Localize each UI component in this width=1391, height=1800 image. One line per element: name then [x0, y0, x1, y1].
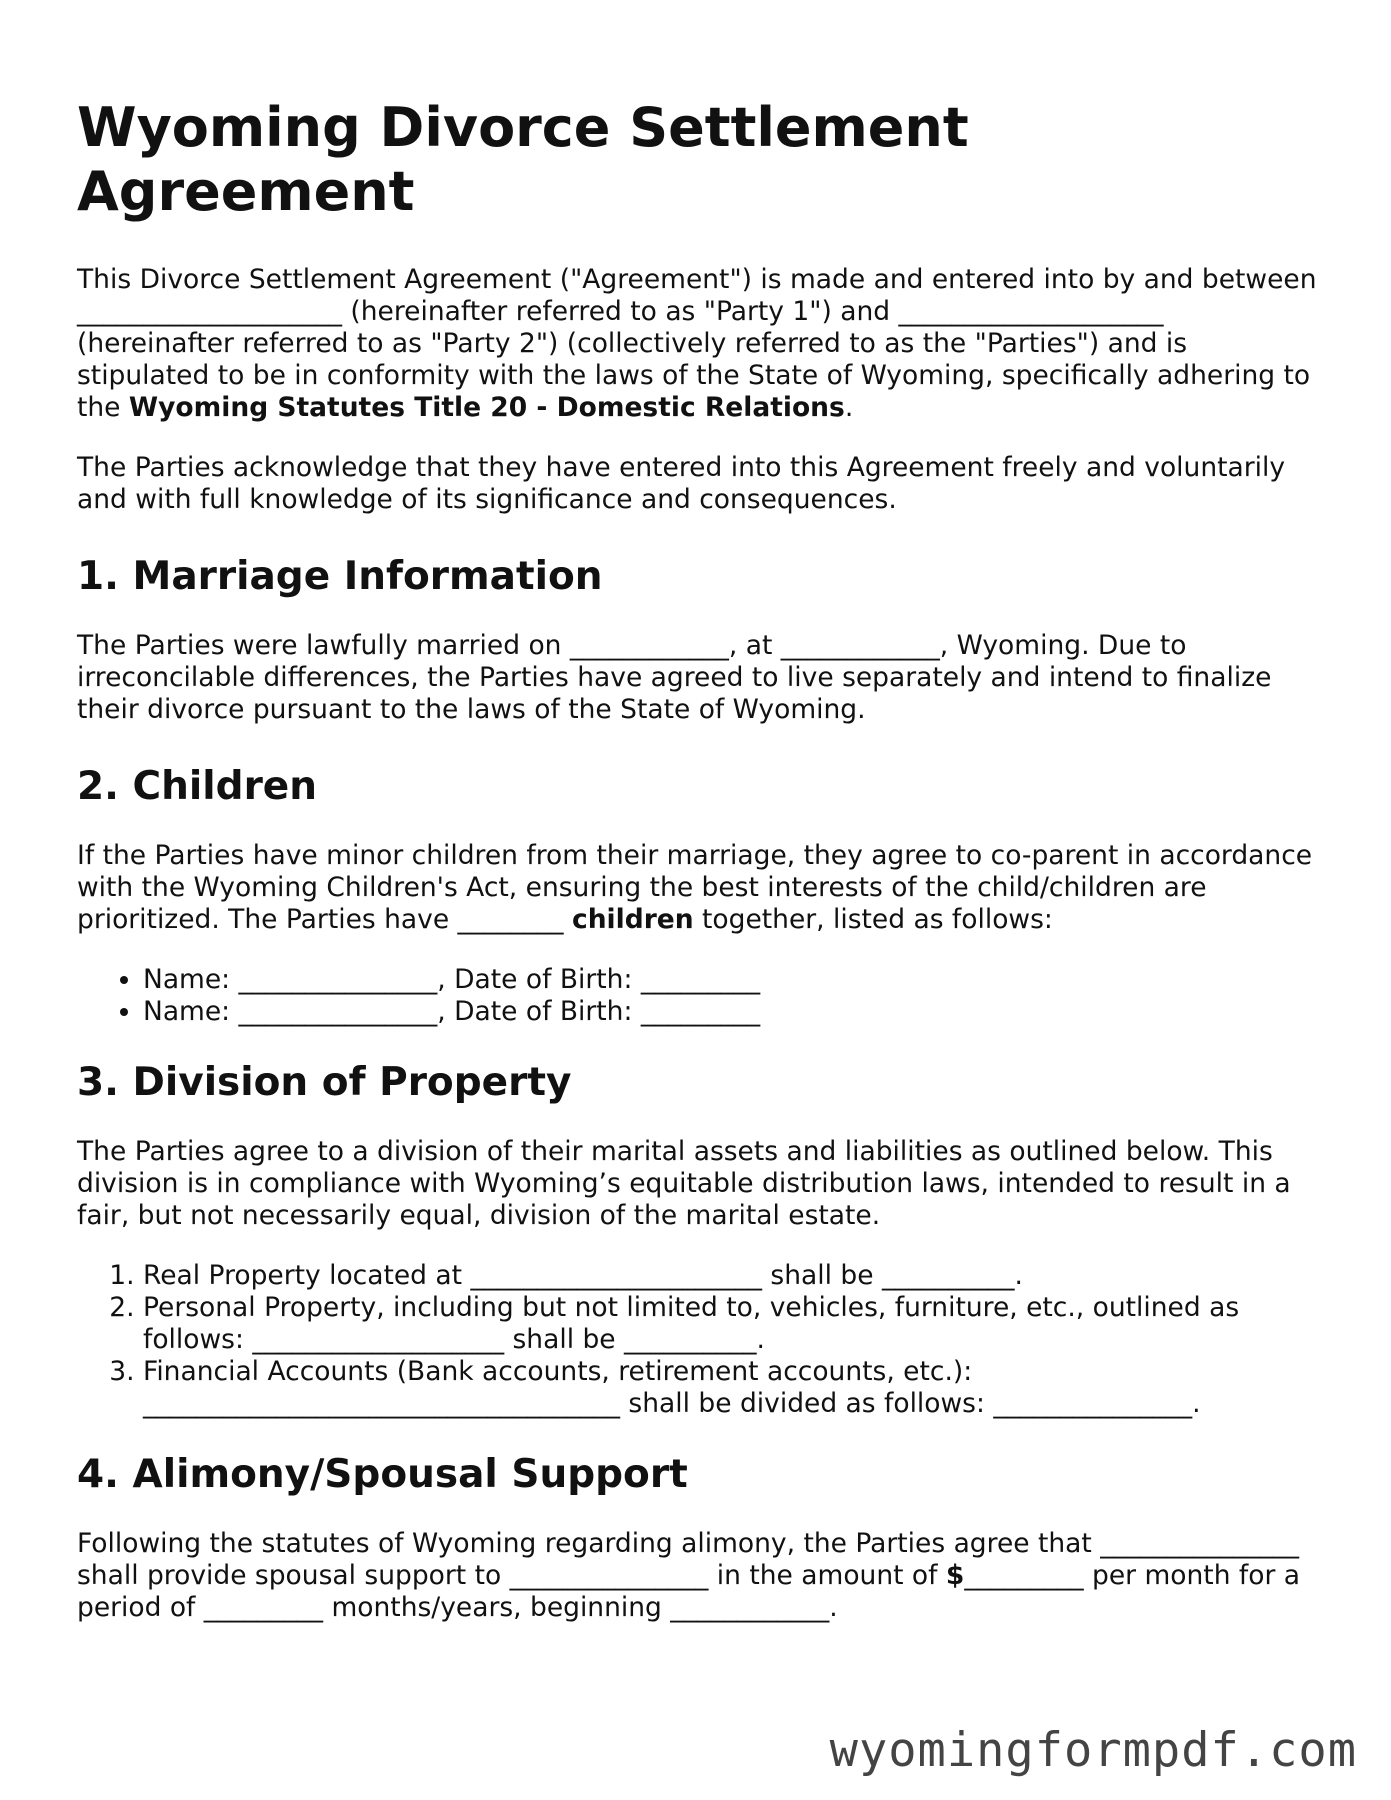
section-heading-property: 3. Division of Property — [77, 1060, 572, 1105]
intro-text: This Divorce Settlement Agreement ("Agreement") is made and entered into by and between ____________________ (hereinafter referred to as "Party 1") and ____________________ (hereinafter referred to as "Party 2") (collectively referred to as the "Parties") and is stipulated to be in conformity with the laws of the State of Wyoming, specifically adhering to the — [77, 264, 1317, 423]
children-list — [77, 964, 1322, 1028]
intro-paragraph — [77, 264, 1322, 424]
children-paragraph — [77, 840, 1322, 936]
children-text-end: together, listed as follows: — [693, 904, 1053, 935]
list-item: 2. Personal Property, including but not limited to, vehicles, furniture, etc., outlined as follows: ___________________ shall be __________. — [143, 1292, 1322, 1356]
acknowledgement-paragraph: The Parties acknowledge that they have entered into this Agreement freely and voluntarily and with full knowledge of its significance and consequences. — [77, 452, 1286, 515]
watermark: wyomingformpdf.com — [829, 1723, 1357, 1778]
statute-reference: Wyoming Statutes Title 20 - Domestic Relations — [128, 392, 845, 423]
alimony-text-end: _________ per month for a period of _________ months/years, beginning ____________. — [77, 1560, 1301, 1623]
marriage-paragraph: The Parties were lawfully married on ____________, at ____________, Wyoming. Due to irreconcilable differences, the Parties have agreed to live separately and intend to finalize their divorce pursuant to the laws of the State of Wyoming. — [77, 630, 1272, 725]
list-item: • Name: _______________, Date of Birth: _________ — [143, 996, 1322, 1028]
document-title: Wyoming Divorce Settlement Agreement — [77, 96, 969, 223]
alimony-paragraph — [77, 1528, 1322, 1624]
section-heading-children: 2. Children — [77, 764, 318, 809]
dollar-sign: $ — [945, 1560, 965, 1591]
section-heading-marriage: 1. Marriage Information — [77, 554, 603, 599]
section-heading-alimony: 4. Alimony/Spousal Support — [77, 1452, 688, 1497]
document-page — [77, 96, 1322, 1652]
alimony-text: Following the statutes of Wyoming regarding alimony, the Parties agree that _______________ shall provide spousal support to _______________ in the amount of — [77, 1528, 1299, 1591]
property-list — [77, 1260, 1322, 1420]
intro-period: . — [844, 392, 854, 423]
list-item: 1. Real Property located at ______________________ shall be __________. — [143, 1260, 1322, 1292]
list-item: • Name: _______________, Date of Birth: _________ — [143, 964, 1322, 996]
children-text: If the Parties have minor children from their marriage, they agree to co-parent in accordance with the Wyoming Children's Act, ensuring the best interests of the child/children are prioritized. The Parties have ________ — [77, 840, 1313, 935]
children-bold: children — [571, 904, 694, 935]
list-item: 3. Financial Accounts (Bank accounts, retirement accounts, etc.): ____________________________________ shall be divided as follows: _______________. — [143, 1356, 1322, 1420]
property-paragraph: The Parties agree to a division of their marital assets and liabilities as outlined below. This division is in compliance with Wyoming’s equitable distribution laws, intended to result in a fair, but not necessarily equal, division of the marital estate. — [77, 1136, 1291, 1231]
